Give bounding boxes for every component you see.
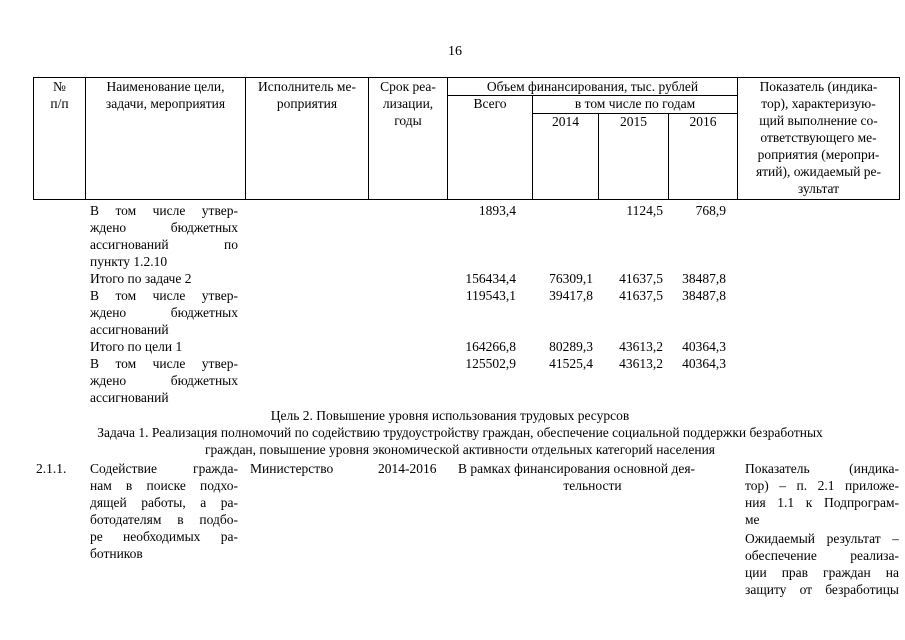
row-label-line: Итого по цели 1 — [90, 339, 183, 354]
measure-name-line: дящей работы, а ра- — [90, 495, 238, 510]
measure-name-line: Содействие гражда- — [90, 461, 238, 476]
row-2016: 768,9 — [695, 203, 726, 218]
page-number: 16 — [448, 44, 462, 59]
header-funding: Объем финансирования, тыс. рублей — [486, 79, 699, 94]
row-label-line: ждено бюджетных — [90, 305, 238, 320]
header-name-2: задачи, мероприятия — [105, 96, 226, 111]
measure-indicator-line: тор) – п. 2.1 приложе- — [745, 478, 899, 493]
measure-name-line: ботников — [90, 546, 143, 561]
goal-2-heading: Цель 2. Повышение уровня использования трудовых ресурсов — [270, 408, 630, 423]
measure-indicator-line: ме — [745, 512, 760, 527]
header-bottom-border — [33, 199, 900, 200]
row-label-line: Итого по задаче 2 — [90, 271, 192, 286]
measure-name-line: ботодателям в подбо- — [90, 512, 238, 527]
row-label-line: В том числе утвер- — [90, 288, 238, 303]
row-label-line: ждено бюджетных — [90, 373, 238, 388]
row-2016: 38487,8 — [682, 288, 726, 303]
header-term-1: Срок реа- — [380, 79, 436, 94]
row-total: 164266,8 — [465, 339, 516, 354]
header-indicator-3: щий выполнение со- — [759, 113, 878, 128]
header-year-2015: 2015 — [620, 114, 647, 129]
header-indicator-1: Показатель (индика- — [759, 79, 878, 94]
row-2015: 43613,2 — [619, 356, 663, 371]
header-indicator-7: зультат — [797, 181, 840, 196]
header-name-1: Наименование цели, — [106, 79, 225, 94]
measure-funding-line-2: тельности — [563, 478, 622, 493]
measure-indicator-line: обеспечение реализа- — [745, 548, 899, 563]
header-executor-1: Исполнитель ме- — [258, 79, 356, 94]
header-term-3: годы — [394, 113, 422, 128]
row-2014: 39417,8 — [549, 288, 593, 303]
header-total: Всего — [473, 96, 507, 111]
measure-number: 2.1.1. — [36, 461, 67, 476]
row-label-line: В том числе утвер- — [90, 203, 238, 218]
header-executor-2: роприятия — [276, 96, 338, 111]
measure-name-line: ре необходимых ра- — [90, 529, 238, 544]
col-border-9 — [899, 77, 900, 200]
row-label-line: ассигнований по — [90, 237, 238, 252]
measure-name-line: нам в поиске подхо- — [90, 478, 238, 493]
row-total: 156434,4 — [465, 271, 516, 286]
measure-funding-line-1: В рамках финансирования основной дея- — [458, 461, 696, 476]
header-indicator-2: тор), характеризую- — [761, 96, 876, 111]
row-label-line: ассигнований — [90, 322, 169, 337]
row-2014: 76309,1 — [549, 271, 593, 286]
header-indicator-5: роприятия (меропри- — [757, 147, 880, 162]
header-year-2016: 2016 — [689, 114, 717, 129]
row-2016: 38487,8 — [682, 271, 726, 286]
row-total: 125502,9 — [465, 356, 516, 371]
measure-indicator-line: ции прав граждан на — [745, 565, 899, 580]
header-term-2: лизации, — [382, 96, 434, 111]
header-by-years: в том числе по годам — [574, 96, 696, 111]
row-2015: 41637,5 — [619, 271, 663, 286]
task-1-heading-line-2: граждан, повышение уровня экономической активности отдельных категорий населения — [204, 442, 716, 457]
measure-indicator-line: Ожидаемый результат – — [745, 531, 899, 546]
row-2014: 41525,4 — [549, 356, 593, 371]
header-indicator-6: ятий), ожидаемый ре- — [755, 164, 882, 179]
measure-indicator-line: ния 1.1 к Подпрограм- — [745, 495, 899, 510]
row-total: 119543,1 — [465, 288, 516, 303]
row-2016: 40364,3 — [682, 339, 726, 354]
measure-term: 2014-2016 — [378, 461, 437, 476]
measure-indicator-line: защиту от безработицы — [745, 582, 899, 597]
header-num-2: п/п — [50, 96, 69, 111]
table-top-border — [33, 77, 900, 78]
row-label-line: ждено бюджетных — [90, 220, 238, 235]
row-label-line: ассигнований — [90, 390, 169, 405]
header-num-1: № — [53, 79, 66, 94]
row-label-line: пункту 1.2.10 — [90, 254, 168, 269]
row-2015: 43613,2 — [619, 339, 663, 354]
row-label-line: В том числе утвер- — [90, 356, 238, 371]
measure-executor: Министерство — [250, 461, 334, 476]
header-year-2014: 2014 — [552, 114, 579, 129]
header-indicator-4: ответствующего ме- — [760, 130, 877, 145]
row-2015: 41637,5 — [619, 288, 663, 303]
row-2015: 1124,5 — [626, 203, 663, 218]
row-total: 1893,4 — [478, 203, 516, 218]
measure-indicator-line: Показатель (индика- — [745, 461, 899, 476]
task-1-heading-line-1: Задача 1. Реализация полномочий по содействию трудоустройству граждан, обеспечение социальной поддержки безработных — [97, 425, 823, 440]
row-2014: 80289,3 — [549, 339, 593, 354]
row-2016: 40364,3 — [682, 356, 726, 371]
